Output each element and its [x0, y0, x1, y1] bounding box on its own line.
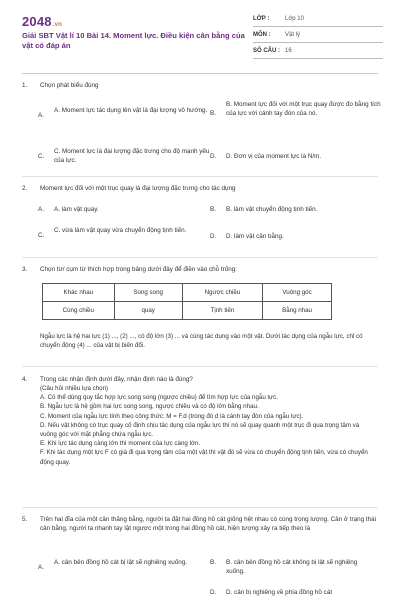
option-text: B. cân bên đồng hồ cát không bị lật sẽ nghiêng xuống. — [226, 559, 358, 575]
statement-line[interactable]: A. Có thể dùng quy tắc hợp lực song song (ngược chiều) để tìm hợp lực của ngẫu lực. — [40, 394, 278, 402]
meta-count-key: SỐ CÂU : — [253, 48, 280, 54]
statement-line: (Câu hỏi nhiều lựa chọn) — [40, 385, 109, 392]
table-cell: Bằng nhau — [263, 302, 332, 320]
meta-divider — [253, 26, 383, 27]
question-number: 2. — [22, 185, 28, 192]
option-text: C. Moment lực là đại lượng đặc trưng cho độ mạnh yếu của lực. — [54, 148, 210, 164]
meta-class-value: Lớp 10 — [285, 16, 304, 22]
option-text: C. vừa làm vật quay vừa chuyển động tịnh tiến. — [54, 227, 187, 234]
statement-line[interactable]: C. Moment của ngẫu lực tính theo công thức: M = F.d (trong đó d là cánh tay đòn của ngẫu lực). — [40, 412, 304, 420]
question-number: 4. — [22, 376, 28, 383]
logo-text: 2048 — [22, 14, 52, 29]
table-cell: Vuông góc — [263, 284, 332, 302]
statement-line[interactable]: E. Khi lực tác dụng càng lớn thì moment của lực càng lớn. — [40, 440, 201, 448]
meta-divider — [253, 42, 383, 43]
option-text: B. Moment lực đối với một trục quay được đo bằng tích của lực với cánh tay đòn của nó. — [226, 101, 381, 117]
option-text: D. Đơn vị của moment lực là N/m. — [226, 153, 322, 160]
word-bank-table — [42, 283, 332, 320]
option-letter: B. — [210, 559, 216, 566]
fill-in-paragraph: Ngẫu lực là hệ hai lực (1) ..., (2) ..., có độ lớn (3) ... và cùng tác dụng vào một vật. Dưới tác dụng của ngẫu lực, chỉ có chuyển động (4) ... của vật bị biến đổi. — [40, 333, 363, 350]
option-letter: C. — [38, 232, 45, 239]
option-letter: D. — [210, 233, 217, 240]
question-text: Moment lực đối với một trục quay là đại lượng đặc trưng cho tác dụng — [40, 185, 236, 192]
document-title: Giải SBT Vật lí 10 Bài 14. Moment lực. Điều kiện cân bằng của vật có đáp án — [22, 31, 245, 50]
question-number: 3. — [22, 266, 28, 273]
option-letter: A. — [38, 112, 44, 119]
question-divider — [22, 176, 378, 177]
statement-line[interactable]: F. Khi tác dụng một lực F có giá đi qua trọng tâm của một vật thì vật đó sẽ vừa có chuyển động tịnh tiến, vừa có chuyển động quay. — [40, 449, 368, 466]
table-cell: Ngược chiều — [182, 284, 262, 302]
meta-subject-value: Vật lý — [285, 32, 301, 38]
option-text: A. Moment lực tác dụng lên vật là đại lượng vô hướng. — [54, 107, 208, 114]
table-cell: quay — [114, 302, 182, 320]
option-letter: A. — [38, 206, 44, 213]
question-number: 5. — [22, 516, 28, 523]
site-logo[interactable] — [22, 14, 62, 29]
meta-divider — [253, 58, 383, 59]
meta-count — [253, 45, 383, 59]
option-text: D. làm vật cân bằng. — [226, 233, 284, 240]
q4-statements — [40, 384, 370, 467]
option-letter: B. — [210, 110, 216, 117]
question-text: Chọn phát biểu đúng — [40, 82, 99, 89]
table-cell: Cùng chiều — [43, 302, 115, 320]
meta-count-value: 16 — [285, 48, 292, 54]
question-divider — [22, 507, 378, 508]
option-letter: A. — [38, 564, 44, 571]
option-letter: C. — [38, 153, 45, 160]
logo-suffix: .vn — [52, 22, 63, 28]
header-divider — [22, 73, 378, 74]
page-header — [0, 0, 400, 66]
option-text: B. làm vật chuyển động tịnh tiến. — [226, 206, 318, 213]
meta-subject — [253, 29, 383, 43]
statement-line[interactable]: B. Ngẫu lực là hệ gồm hai lực song song, ngược chiều và có độ lớn bằng nhau. — [40, 403, 259, 411]
option-text: D. cân bị nghiêng về phía đồng hồ cát — [226, 589, 333, 596]
option-letter: D. — [210, 153, 217, 160]
option-text: A. làm vật quay. — [54, 206, 99, 213]
question-text: Trong các nhận định dưới đây, nhận định nào là đúng? — [40, 376, 193, 383]
table-row — [43, 284, 332, 302]
meta-class — [253, 13, 383, 27]
option-letter: B. — [210, 206, 216, 213]
table-cell: Tịnh tiến — [182, 302, 262, 320]
question-number: 1. — [22, 82, 28, 89]
question-divider — [22, 257, 378, 258]
table-cell: Song song — [114, 284, 182, 302]
option-text: A. cân bên đồng hồ cát bị lật sẽ nghiêng xuống. — [54, 559, 188, 566]
meta-class-key: LỚP : — [253, 16, 270, 22]
table-row — [43, 302, 332, 320]
statement-line[interactable]: D. Nếu vật không có trục quay cố định chịu tác dụng của ngẫu lực thì nó sẽ quay quanh một trục đi qua trọng tâm và vuông góc với mặt phẳng chứa ngẫu lực. — [40, 421, 360, 439]
option-letter: D. — [210, 589, 217, 596]
question-text: Chọn từ/ cụm từ thích hợp trong bảng dưới đây để điền vào chỗ trống: — [40, 266, 237, 273]
table-cell: Khác nhau — [43, 284, 115, 302]
question-divider — [22, 366, 378, 367]
meta-subject-key: MÔN : — [253, 32, 271, 38]
question-text: Trên hai đĩa của một cân thăng bằng, người ta đặt hai đồng hồ cát giống hệt nhau có cùng trọng lượng. Cân ở trạng thái cân bằng, người ta nhanh tay lật ngược một trong hai đồng hồ cát, hiện tượng xảy ra tiếp theo là — [40, 516, 377, 532]
